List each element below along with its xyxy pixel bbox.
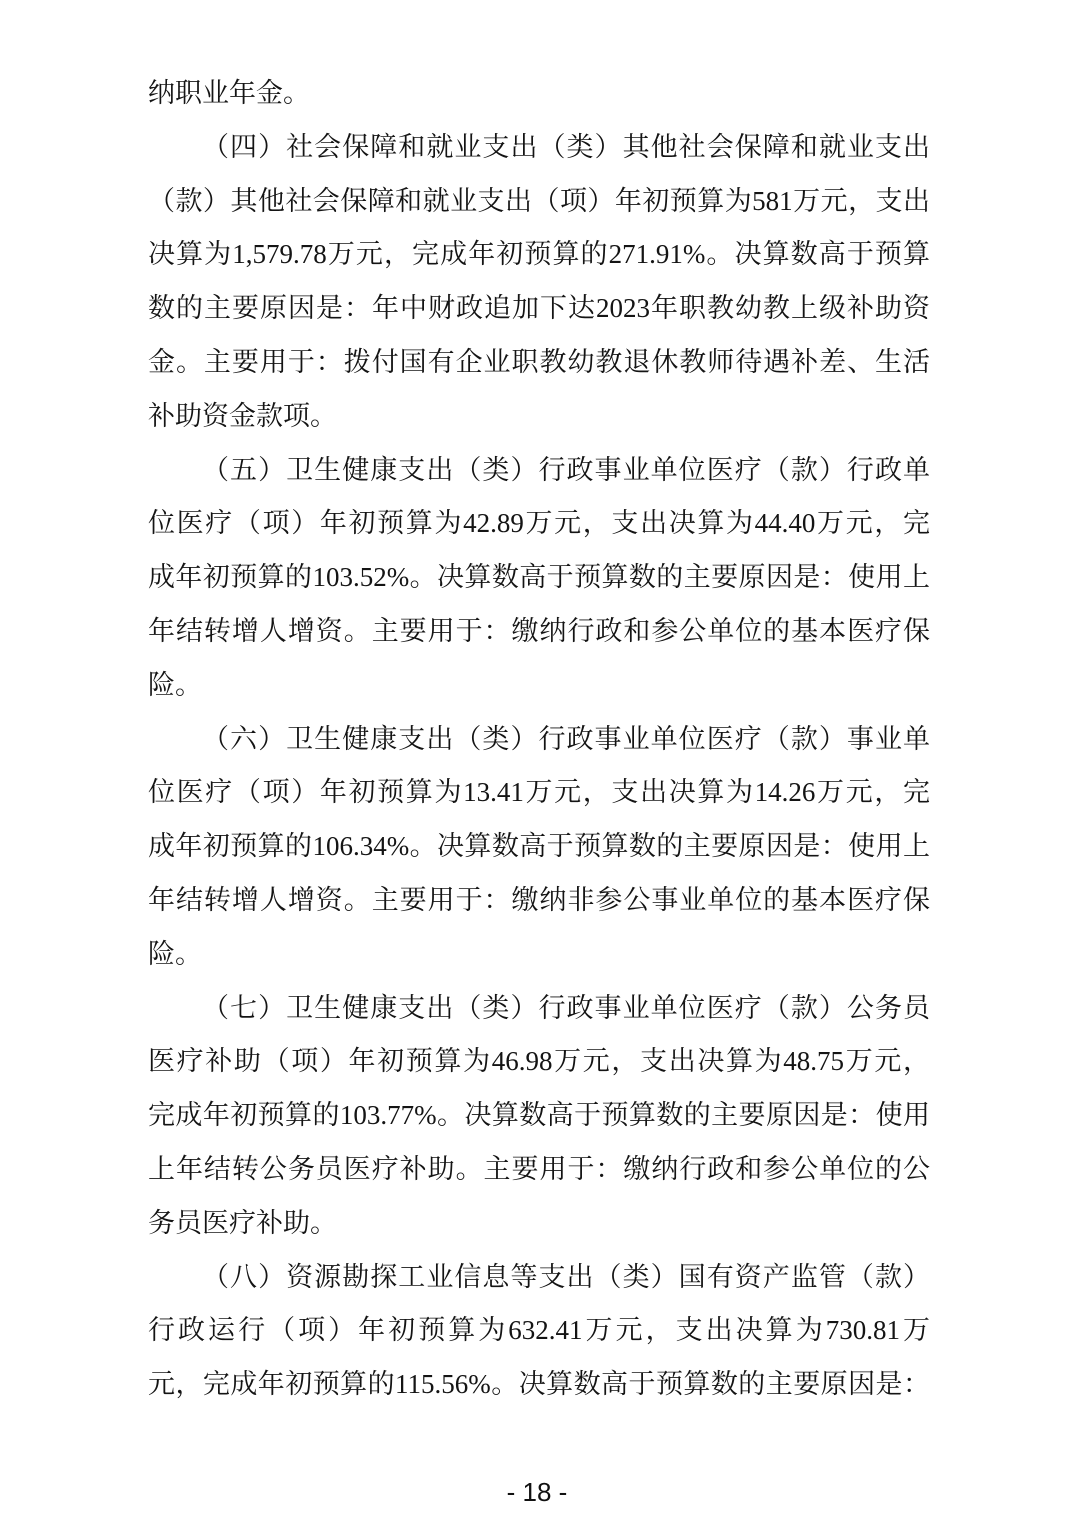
text-line: 决算为1,579.78万元，完成年初预算的271.91%。决算数高于预算 <box>148 239 930 270</box>
text-line: （款）其他社会保障和就业支出（项）年初预算为581万元，支出 <box>148 185 930 216</box>
text-line: （八）资源勘探工业信息等支出（类）国有资产监管（款） <box>202 1261 930 1292</box>
text-line: 纳职业年金。 <box>148 78 310 108</box>
text-line: 成年初预算的106.34%。决算数高于预算数的主要原因是：使用上 <box>148 831 930 862</box>
para-continuation <box>148 67 930 121</box>
text-line: 完成年初预算的103.77%。决算数高于预算数的主要原因是：使用 <box>148 1100 930 1131</box>
text-line: 元，完成年初预算的115.56%。决算数高于预算数的主要原因是： <box>148 1369 930 1400</box>
para-item-4-social-security <box>148 121 930 444</box>
text-line: （五）卫生健康支出（类）行政事业单位医疗（款）行政单 <box>202 454 930 485</box>
para-item-6-health-public-institution <box>148 713 930 982</box>
text-line: 补助资金款项。 <box>148 400 337 431</box>
text-line: 险。 <box>148 669 202 700</box>
document-body <box>148 67 930 1412</box>
text-line: （六）卫生健康支出（类）行政事业单位医疗（款）事业单 <box>202 723 930 754</box>
text-line: 位医疗（项）年初预算为42.89万元，支出决算为44.40万元，完 <box>148 508 930 539</box>
para-item-5-health-admin-unit <box>148 444 930 713</box>
text-line: 数的主要原因是：年中财政追加下达2023年职教幼教上级补助资 <box>148 293 930 324</box>
para-item-7-civil-servant-medical <box>148 982 930 1251</box>
text-line: 医疗补助（项）年初预算为46.98万元，支出决算为48.75万元， <box>148 1046 930 1077</box>
text-line: 年结转增人增资。主要用于：缴纳行政和参公单位的基本医疗保 <box>148 615 930 646</box>
para-item-8-resource-exploration <box>148 1251 930 1412</box>
text-line: 行政运行（项）年初预算为632.41万元，支出决算为730.81万 <box>148 1315 930 1346</box>
text-line: 成年初预算的103.52%。决算数高于预算数的主要原因是：使用上 <box>148 562 930 593</box>
text-line: （七）卫生健康支出（类）行政事业单位医疗（款）公务员 <box>202 992 930 1023</box>
text-line: 金。主要用于：拨付国有企业职教幼教退休教师待遇补差、生活 <box>148 346 930 377</box>
text-line: 上年结转公务员医疗补助。主要用于：缴纳行政和参公单位的公 <box>148 1153 930 1184</box>
text-line: 险。 <box>148 938 202 969</box>
page-number: - 18 - <box>506 1477 568 1507</box>
text-line: 务员医疗补助。 <box>148 1207 337 1238</box>
text-line: 年结转增人增资。主要用于：缴纳非参公事业单位的基本医疗保 <box>148 884 930 915</box>
text-line: （四）社会保障和就业支出（类）其他社会保障和就业支出 <box>202 131 930 162</box>
text-line: 位医疗（项）年初预算为13.41万元，支出决算为14.26万元，完 <box>148 777 930 808</box>
